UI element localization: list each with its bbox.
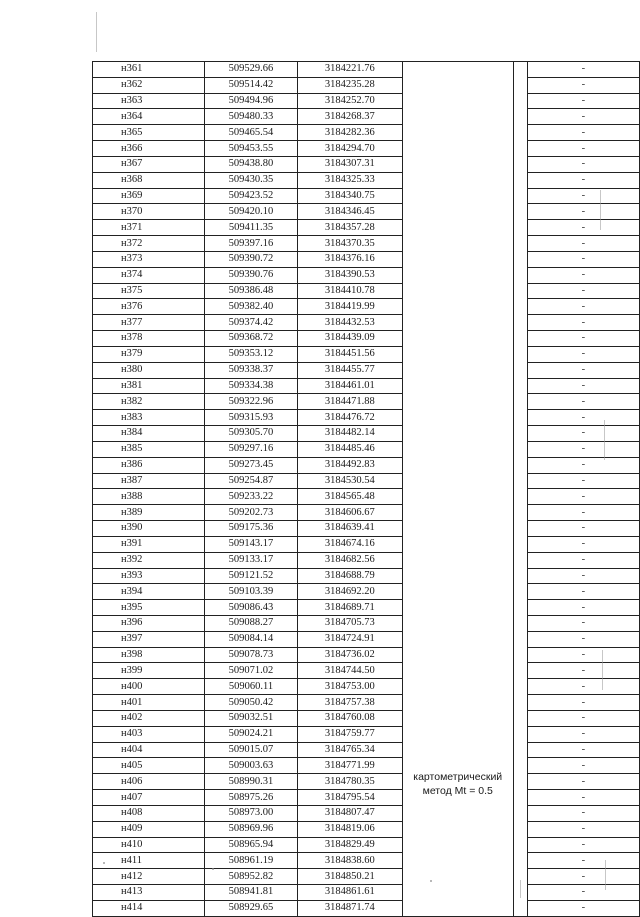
point-id-cell: н381 — [93, 378, 205, 394]
dash-cell: - — [527, 710, 639, 726]
dash-cell: - — [527, 394, 639, 410]
x-coordinate-cell: 509084.14 — [204, 631, 297, 647]
y-coordinate-cell: 3184471.88 — [298, 394, 403, 410]
point-id-cell: н379 — [93, 346, 205, 362]
dash-cell: - — [527, 441, 639, 457]
table-row — [93, 900, 640, 916]
table-row — [93, 394, 640, 410]
dash-cell: - — [527, 283, 639, 299]
point-id-cell: н365 — [93, 125, 205, 141]
dash-cell: - — [527, 536, 639, 552]
y-coordinate-cell: 3184451.56 — [298, 346, 403, 362]
table-row — [93, 521, 640, 537]
table-row — [93, 473, 640, 489]
table-row — [93, 426, 640, 442]
point-id-cell: н388 — [93, 489, 205, 505]
y-coordinate-cell: 3184692.20 — [298, 584, 403, 600]
point-id-cell: н383 — [93, 410, 205, 426]
point-id-cell: н372 — [93, 236, 205, 252]
x-coordinate-cell: 509382.40 — [204, 299, 297, 315]
table-row — [93, 204, 640, 220]
table-row — [93, 647, 640, 663]
point-id-cell: н364 — [93, 109, 205, 125]
point-id-cell: н371 — [93, 220, 205, 236]
dash-cell: - — [527, 93, 639, 109]
x-coordinate-cell: 508965.94 — [204, 837, 297, 853]
scan-artifact — [212, 868, 214, 870]
y-coordinate-cell: 3184771.99 — [298, 758, 403, 774]
table-row — [93, 346, 640, 362]
dash-cell: - — [527, 568, 639, 584]
point-id-cell: н405 — [93, 758, 205, 774]
point-id-cell: н400 — [93, 679, 205, 695]
x-coordinate-cell: 509088.27 — [204, 615, 297, 631]
point-id-cell: н385 — [93, 441, 205, 457]
point-id-cell: н392 — [93, 552, 205, 568]
dash-cell: - — [527, 172, 639, 188]
method-accuracy: метод Mt = 0.5 — [422, 784, 493, 797]
dash-cell: - — [527, 156, 639, 172]
point-id-cell: н409 — [93, 821, 205, 837]
table-row — [93, 109, 640, 125]
x-coordinate-cell: 509514.42 — [204, 77, 297, 93]
x-coordinate-cell: 509032.51 — [204, 710, 297, 726]
dash-cell: - — [527, 726, 639, 742]
y-coordinate-cell: 3184346.45 — [298, 204, 403, 220]
point-id-cell: н378 — [93, 331, 205, 347]
dash-cell: - — [527, 631, 639, 647]
y-coordinate-cell: 3184705.73 — [298, 615, 403, 631]
method-name: картометрический — [413, 770, 503, 783]
table-row — [93, 188, 640, 204]
x-coordinate-cell: 509334.38 — [204, 378, 297, 394]
dash-cell: - — [527, 647, 639, 663]
point-id-cell: н408 — [93, 805, 205, 821]
y-coordinate-cell: 3184674.16 — [298, 536, 403, 552]
y-coordinate-cell: 3184639.41 — [298, 521, 403, 537]
dash-cell: - — [527, 410, 639, 426]
point-id-cell: н374 — [93, 267, 205, 283]
y-coordinate-cell: 3184476.72 — [298, 410, 403, 426]
x-coordinate-cell: 509397.16 — [204, 236, 297, 252]
y-coordinate-cell: 3184760.08 — [298, 710, 403, 726]
table-row — [93, 283, 640, 299]
point-id-cell: н369 — [93, 188, 205, 204]
table-row — [93, 631, 640, 647]
y-coordinate-cell: 3184819.06 — [298, 821, 403, 837]
point-id-cell: н377 — [93, 315, 205, 331]
x-coordinate-cell: 509233.22 — [204, 489, 297, 505]
point-id-cell: н402 — [93, 710, 205, 726]
dash-cell: - — [527, 615, 639, 631]
x-coordinate-cell: 509071.02 — [204, 663, 297, 679]
y-coordinate-cell: 3184268.37 — [298, 109, 403, 125]
table-row — [93, 710, 640, 726]
point-id-cell: н411 — [93, 853, 205, 869]
y-coordinate-cell: 3184757.38 — [298, 695, 403, 711]
dash-cell: - — [527, 837, 639, 853]
dash-cell: - — [527, 62, 639, 78]
dash-cell: - — [527, 251, 639, 267]
table-row — [93, 299, 640, 315]
point-id-cell: н406 — [93, 774, 205, 790]
dash-cell: - — [527, 220, 639, 236]
x-coordinate-cell: 509390.76 — [204, 267, 297, 283]
x-coordinate-cell: 508990.31 — [204, 774, 297, 790]
point-id-cell: н380 — [93, 362, 205, 378]
x-coordinate-cell: 508941.81 — [204, 885, 297, 901]
table-row — [93, 489, 640, 505]
x-coordinate-cell: 509297.16 — [204, 441, 297, 457]
table-row — [93, 600, 640, 616]
table-row — [93, 758, 640, 774]
dash-cell: - — [527, 885, 639, 901]
point-id-cell: н389 — [93, 505, 205, 521]
y-coordinate-cell: 3184724.91 — [298, 631, 403, 647]
spacer-cell — [513, 62, 527, 917]
dash-cell: - — [527, 267, 639, 283]
point-id-cell: н373 — [93, 251, 205, 267]
x-coordinate-cell: 508969.96 — [204, 821, 297, 837]
x-coordinate-cell: 509103.39 — [204, 584, 297, 600]
point-id-cell: н362 — [93, 77, 205, 93]
dash-cell: - — [527, 378, 639, 394]
dash-cell: - — [527, 204, 639, 220]
dash-cell: - — [527, 505, 639, 521]
dash-cell: - — [527, 805, 639, 821]
dash-cell: - — [527, 331, 639, 347]
y-coordinate-cell: 3184861.61 — [298, 885, 403, 901]
table-row — [93, 77, 640, 93]
table-row — [93, 62, 640, 78]
y-coordinate-cell: 3184871.74 — [298, 900, 403, 916]
table-row — [93, 695, 640, 711]
x-coordinate-cell: 509202.73 — [204, 505, 297, 521]
x-coordinate-cell: 508952.82 — [204, 869, 297, 885]
y-coordinate-cell: 3184410.78 — [298, 283, 403, 299]
point-id-cell: н413 — [93, 885, 205, 901]
y-coordinate-cell: 3184492.83 — [298, 457, 403, 473]
table-row — [93, 220, 640, 236]
x-coordinate-cell: 509254.87 — [204, 473, 297, 489]
y-coordinate-cell: 3184780.35 — [298, 774, 403, 790]
x-coordinate-cell: 509529.66 — [204, 62, 297, 78]
point-id-cell: н370 — [93, 204, 205, 220]
dash-cell: - — [527, 457, 639, 473]
point-id-cell: н367 — [93, 156, 205, 172]
dash-cell: - — [527, 473, 639, 489]
y-coordinate-cell: 3184485.46 — [298, 441, 403, 457]
x-coordinate-cell: 508975.26 — [204, 790, 297, 806]
table-row — [93, 331, 640, 347]
y-coordinate-cell: 3184753.00 — [298, 679, 403, 695]
x-coordinate-cell: 509368.72 — [204, 331, 297, 347]
y-coordinate-cell: 3184221.76 — [298, 62, 403, 78]
table-row — [93, 742, 640, 758]
scan-artifact — [602, 650, 603, 690]
scan-artifact — [96, 12, 97, 52]
y-coordinate-cell: 3184282.36 — [298, 125, 403, 141]
dash-cell: - — [527, 489, 639, 505]
table-row — [93, 663, 640, 679]
table-row — [93, 615, 640, 631]
dash-cell: - — [527, 900, 639, 916]
table-row — [93, 552, 640, 568]
x-coordinate-cell: 509060.11 — [204, 679, 297, 695]
table-row — [93, 156, 640, 172]
point-id-cell: н399 — [93, 663, 205, 679]
dash-cell: - — [527, 552, 639, 568]
y-coordinate-cell: 3184829.49 — [298, 837, 403, 853]
y-coordinate-cell: 3184370.35 — [298, 236, 403, 252]
point-id-cell: н401 — [93, 695, 205, 711]
y-coordinate-cell: 3184759.77 — [298, 726, 403, 742]
table-row — [93, 853, 640, 869]
x-coordinate-cell: 509015.07 — [204, 742, 297, 758]
x-coordinate-cell: 509423.52 — [204, 188, 297, 204]
y-coordinate-cell: 3184838.60 — [298, 853, 403, 869]
point-id-cell: н396 — [93, 615, 205, 631]
x-coordinate-cell: 509374.42 — [204, 315, 297, 331]
x-coordinate-cell: 508929.65 — [204, 900, 297, 916]
dash-cell: - — [527, 584, 639, 600]
x-coordinate-cell: 509338.37 — [204, 362, 297, 378]
point-id-cell: н384 — [93, 426, 205, 442]
y-coordinate-cell: 3184325.33 — [298, 172, 403, 188]
table-row — [93, 726, 640, 742]
dash-cell: - — [527, 362, 639, 378]
scan-artifact — [430, 880, 432, 882]
x-coordinate-cell: 509078.73 — [204, 647, 297, 663]
y-coordinate-cell: 3184340.75 — [298, 188, 403, 204]
dash-cell: - — [527, 77, 639, 93]
point-id-cell: н391 — [93, 536, 205, 552]
y-coordinate-cell: 3184252.70 — [298, 93, 403, 109]
x-coordinate-cell: 509050.42 — [204, 695, 297, 711]
table-row — [93, 821, 640, 837]
table-row — [93, 141, 640, 157]
table-row — [93, 790, 640, 806]
point-id-cell: н397 — [93, 631, 205, 647]
table-row — [93, 536, 640, 552]
y-coordinate-cell: 3184419.99 — [298, 299, 403, 315]
table-row — [93, 869, 640, 885]
dash-cell: - — [527, 663, 639, 679]
y-coordinate-cell: 3184807.47 — [298, 805, 403, 821]
x-coordinate-cell: 509390.72 — [204, 251, 297, 267]
x-coordinate-cell: 509133.17 — [204, 552, 297, 568]
dash-cell: - — [527, 821, 639, 837]
dash-cell: - — [527, 758, 639, 774]
dash-cell: - — [527, 600, 639, 616]
table-row — [93, 315, 640, 331]
y-coordinate-cell: 3184606.67 — [298, 505, 403, 521]
coordinates-table-body — [93, 62, 640, 917]
dash-cell: - — [527, 853, 639, 869]
table-row — [93, 378, 640, 394]
table-row — [93, 93, 640, 109]
y-coordinate-cell: 3184235.28 — [298, 77, 403, 93]
point-id-cell: н363 — [93, 93, 205, 109]
x-coordinate-cell: 508961.19 — [204, 853, 297, 869]
y-coordinate-cell: 3184390.53 — [298, 267, 403, 283]
point-id-cell: н393 — [93, 568, 205, 584]
y-coordinate-cell: 3184307.31 — [298, 156, 403, 172]
y-coordinate-cell: 3184461.01 — [298, 378, 403, 394]
y-coordinate-cell: 3184357.28 — [298, 220, 403, 236]
x-coordinate-cell: 509305.70 — [204, 426, 297, 442]
y-coordinate-cell: 3184530.54 — [298, 473, 403, 489]
y-coordinate-cell: 3184482.14 — [298, 426, 403, 442]
point-id-cell: н386 — [93, 457, 205, 473]
point-id-cell: н394 — [93, 584, 205, 600]
point-id-cell: н382 — [93, 394, 205, 410]
dash-cell: - — [527, 315, 639, 331]
y-coordinate-cell: 3184376.16 — [298, 251, 403, 267]
x-coordinate-cell: 509430.35 — [204, 172, 297, 188]
method-cell — [402, 62, 513, 917]
point-id-cell: н403 — [93, 726, 205, 742]
coordinates-table — [92, 61, 640, 917]
x-coordinate-cell: 509480.33 — [204, 109, 297, 125]
point-id-cell: н366 — [93, 141, 205, 157]
y-coordinate-cell: 3184736.02 — [298, 647, 403, 663]
scan-artifact — [604, 420, 605, 460]
y-coordinate-cell: 3184765.34 — [298, 742, 403, 758]
point-id-cell: н404 — [93, 742, 205, 758]
table-row — [93, 505, 640, 521]
y-coordinate-cell: 3184565.48 — [298, 489, 403, 505]
dash-cell: - — [527, 869, 639, 885]
table-row — [93, 568, 640, 584]
point-id-cell: н376 — [93, 299, 205, 315]
y-coordinate-cell: 3184439.09 — [298, 331, 403, 347]
point-id-cell: н361 — [93, 62, 205, 78]
table-row — [93, 885, 640, 901]
x-coordinate-cell: 509121.52 — [204, 568, 297, 584]
table-row — [93, 236, 640, 252]
dash-cell: - — [527, 426, 639, 442]
x-coordinate-cell: 509143.17 — [204, 536, 297, 552]
table-row — [93, 679, 640, 695]
dash-cell: - — [527, 521, 639, 537]
dash-cell: - — [527, 141, 639, 157]
y-coordinate-cell: 3184850.21 — [298, 869, 403, 885]
x-coordinate-cell: 509438.80 — [204, 156, 297, 172]
table-row — [93, 267, 640, 283]
dash-cell: - — [527, 299, 639, 315]
scan-artifact — [600, 190, 601, 230]
x-coordinate-cell: 509386.48 — [204, 283, 297, 299]
x-coordinate-cell: 509465.54 — [204, 125, 297, 141]
dash-cell: - — [527, 109, 639, 125]
y-coordinate-cell: 3184294.70 — [298, 141, 403, 157]
dash-cell: - — [527, 774, 639, 790]
x-coordinate-cell: 509322.96 — [204, 394, 297, 410]
x-coordinate-cell: 509411.35 — [204, 220, 297, 236]
table-row — [93, 584, 640, 600]
dash-cell: - — [527, 188, 639, 204]
point-id-cell: н368 — [93, 172, 205, 188]
x-coordinate-cell: 509315.93 — [204, 410, 297, 426]
dash-cell: - — [527, 346, 639, 362]
point-id-cell: н414 — [93, 900, 205, 916]
y-coordinate-cell: 3184682.56 — [298, 552, 403, 568]
y-coordinate-cell: 3184689.71 — [298, 600, 403, 616]
x-coordinate-cell: 509024.21 — [204, 726, 297, 742]
x-coordinate-cell: 509494.96 — [204, 93, 297, 109]
point-id-cell: н375 — [93, 283, 205, 299]
table-row — [93, 805, 640, 821]
table-row — [93, 172, 640, 188]
table-row — [93, 837, 640, 853]
x-coordinate-cell: 509003.63 — [204, 758, 297, 774]
table-row — [93, 362, 640, 378]
point-id-cell: н410 — [93, 837, 205, 853]
x-coordinate-cell: 509273.45 — [204, 457, 297, 473]
table-row — [93, 457, 640, 473]
y-coordinate-cell: 3184744.50 — [298, 663, 403, 679]
dash-cell: - — [527, 679, 639, 695]
scan-artifact — [520, 880, 521, 898]
table-row — [93, 410, 640, 426]
point-id-cell: н412 — [93, 869, 205, 885]
y-coordinate-cell: 3184688.79 — [298, 568, 403, 584]
point-id-cell: н398 — [93, 647, 205, 663]
point-id-cell: н407 — [93, 790, 205, 806]
point-id-cell: н390 — [93, 521, 205, 537]
scan-artifact — [605, 860, 606, 890]
x-coordinate-cell: 508973.00 — [204, 805, 297, 821]
x-coordinate-cell: 509453.55 — [204, 141, 297, 157]
x-coordinate-cell: 509353.12 — [204, 346, 297, 362]
table-row — [93, 251, 640, 267]
table-row — [93, 441, 640, 457]
point-id-cell: н387 — [93, 473, 205, 489]
x-coordinate-cell: 509420.10 — [204, 204, 297, 220]
dash-cell: - — [527, 236, 639, 252]
scan-artifact — [103, 862, 105, 864]
x-coordinate-cell: 509086.43 — [204, 600, 297, 616]
dash-cell: - — [527, 742, 639, 758]
point-id-cell: н395 — [93, 600, 205, 616]
dash-cell: - — [527, 790, 639, 806]
y-coordinate-cell: 3184795.54 — [298, 790, 403, 806]
dash-cell: - — [527, 125, 639, 141]
table-row — [93, 125, 640, 141]
x-coordinate-cell: 509175.36 — [204, 521, 297, 537]
dash-cell: - — [527, 695, 639, 711]
table-row — [93, 774, 640, 790]
y-coordinate-cell: 3184432.53 — [298, 315, 403, 331]
y-coordinate-cell: 3184455.77 — [298, 362, 403, 378]
